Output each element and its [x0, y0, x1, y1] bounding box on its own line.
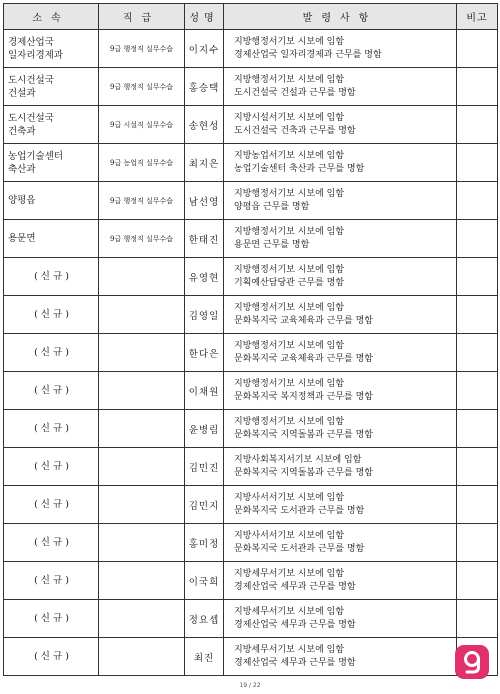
order-line: 지방행정서기보 시보에 임함: [234, 340, 345, 351]
header-note: 비고: [457, 4, 498, 30]
table-row: [4, 638, 498, 676]
dept-line: ( 신 규 ): [34, 271, 69, 282]
order-line: 지방행정서기보 시보에 임함: [234, 416, 345, 427]
table-row: [4, 30, 498, 68]
person-name-cell: 송현성: [185, 106, 224, 144]
person-name-cell: 이채원: [185, 372, 224, 410]
order-line: 지방행정서기보 시보에 임함: [234, 378, 345, 389]
dept-cell: [4, 68, 99, 106]
table-row: [4, 182, 498, 220]
grade-cell: [99, 372, 185, 410]
order-line: 지방사서서기보 시보에 임함: [234, 492, 345, 503]
note-cell: [457, 524, 498, 562]
dept-cell: [4, 258, 99, 296]
table-row: [4, 144, 498, 182]
header-order: 발령사항: [224, 4, 457, 30]
grade-cell: 9급 행정직 실무수습: [99, 30, 185, 68]
dept-line: ( 신 규 ): [34, 575, 69, 586]
person-name-cell: 김영일: [185, 296, 224, 334]
order-line: 문화복지국 복지정책과 근무를 명함: [234, 391, 373, 402]
order-line: 문화복지국 도서관과 근무를 명함: [234, 543, 365, 554]
order-cell: [224, 600, 457, 638]
note-cell: [457, 258, 498, 296]
order-line: 문화복지국 교육체육과 근무를 명함: [234, 315, 373, 326]
grade-cell: 9급 행정직 실무수습: [99, 182, 185, 220]
dept-cell: [4, 30, 99, 68]
table-header-row: [4, 4, 498, 30]
grade-cell: [99, 638, 185, 676]
dept-cell: [4, 562, 99, 600]
order-line: 지방행정서기보 시보에 임함: [234, 74, 345, 85]
note-cell: [457, 410, 498, 448]
dept-line: 용문면: [8, 233, 36, 244]
dept-line: ( 신 규 ): [34, 309, 69, 320]
order-cell: [224, 144, 457, 182]
table-row: [4, 410, 498, 448]
order-cell: [224, 106, 457, 144]
order-line: 문화복지국 지역돌봄과 근무를 명함: [234, 429, 373, 440]
order-cell: [224, 258, 457, 296]
table-row: [4, 220, 498, 258]
note-cell: [457, 30, 498, 68]
dept-line: ( 신 규 ): [34, 499, 69, 510]
dept-cell: [4, 410, 99, 448]
order-cell: [224, 638, 457, 676]
grade-cell: 9급 농업직 실무수습: [99, 144, 185, 182]
note-cell: [457, 486, 498, 524]
person-name-cell: 이지수: [185, 30, 224, 68]
dept-line: ( 신 규 ): [34, 385, 69, 396]
grade-cell: [99, 600, 185, 638]
order-line: 지방세무서기보 시보에 임함: [234, 568, 345, 579]
dept-cell: [4, 600, 99, 638]
header-grade: 직급: [99, 4, 185, 30]
order-line: 도시건설국 건설과 근무를 명함: [234, 87, 356, 98]
dept-line: ( 신 규 ): [34, 347, 69, 358]
order-line: 지방세무서기보 시보에 임함: [234, 606, 345, 617]
dept-cell: [4, 106, 99, 144]
person-name-cell: 남선영: [185, 182, 224, 220]
person-name-cell: 김민진: [185, 448, 224, 486]
dept-line: ( 신 규 ): [34, 537, 69, 548]
person-name-cell: 이국희: [185, 562, 224, 600]
order-cell: [224, 524, 457, 562]
order-line: 지방사서서기보 시보에 임함: [234, 530, 345, 541]
grade-cell: 9급 행정직 실무수습: [99, 220, 185, 258]
person-name-cell: 한다은: [185, 334, 224, 372]
dept-line: 축산과: [8, 163, 36, 175]
order-cell: [224, 220, 457, 258]
dept-line: 경제산업국: [8, 36, 54, 48]
order-line: 지방사회복지서기보 시보에 임함: [234, 454, 362, 465]
grade-cell: 9급 행정직 실무수습: [99, 68, 185, 106]
dept-cell: [4, 524, 99, 562]
table-row: [4, 562, 498, 600]
table-row: [4, 524, 498, 562]
dept-cell: [4, 220, 99, 258]
dept-cell: [4, 334, 99, 372]
hancom-viewer-logo-icon[interactable]: [455, 645, 489, 679]
table-row: [4, 68, 498, 106]
table-row: [4, 600, 498, 638]
order-line: 문화복지국 교육체육과 근무를 명함: [234, 353, 373, 364]
note-cell: [457, 334, 498, 372]
order-line: 지방행정서기보 시보에 임함: [234, 226, 345, 237]
order-line: 용문면 근무를 명함: [234, 239, 310, 250]
note-cell: [457, 448, 498, 486]
table-row: [4, 448, 498, 486]
person-name-cell: 홍미정: [185, 524, 224, 562]
person-name-cell: 유영현: [185, 258, 224, 296]
table-row: [4, 486, 498, 524]
order-line: 양평읍 근무를 명함: [234, 201, 310, 212]
note-cell: [457, 144, 498, 182]
dept-cell: [4, 486, 99, 524]
order-cell: [224, 448, 457, 486]
person-name-cell: 정요셉: [185, 600, 224, 638]
order-cell: [224, 372, 457, 410]
dept-cell: [4, 372, 99, 410]
person-name-cell: 홍승택: [185, 68, 224, 106]
header-name: 성명: [185, 4, 224, 30]
person-name-cell: 김민지: [185, 486, 224, 524]
order-line: 도시건설국 건축과 근무를 명함: [234, 125, 356, 136]
order-line: 농업기술센터 축산과 근무를 명함: [234, 163, 365, 174]
grade-cell: 9급 시설직 실무수습: [99, 106, 185, 144]
order-cell: [224, 182, 457, 220]
dept-line: 건설과: [8, 87, 36, 99]
order-line: 경제산업국 세무과 근무를 명함: [234, 619, 356, 630]
note-cell: [457, 68, 498, 106]
person-name-cell: 최진: [185, 638, 224, 676]
dept-line: 농업기술센터: [8, 150, 64, 162]
table-row: [4, 296, 498, 334]
dept-line: 도시건설국: [8, 112, 54, 124]
grade-cell: [99, 296, 185, 334]
table-row: [4, 334, 498, 372]
dept-line: ( 신 규 ): [34, 651, 69, 662]
dept-line: 양평읍: [8, 195, 36, 206]
note-cell: [457, 372, 498, 410]
personnel-order-table: [3, 3, 497, 676]
order-line: 경제산업국 일자리경제과 근무를 명함: [234, 49, 382, 60]
header-dept: 소속: [4, 4, 99, 30]
order-line: 지방농업서기보 시보에 임함: [234, 150, 345, 161]
dept-cell: [4, 638, 99, 676]
order-line: 기획예산담당관 근무를 명함: [234, 277, 345, 288]
order-line: 지방시설서기보 시보에 임함: [234, 112, 345, 123]
order-line: 문화복지국 도서관과 근무를 명함: [234, 505, 365, 516]
order-line: 지방행정서기보 시보에 임함: [234, 36, 345, 47]
dept-cell: [4, 296, 99, 334]
table-row: [4, 372, 498, 410]
dept-cell: [4, 182, 99, 220]
grade-cell: [99, 448, 185, 486]
note-cell: [457, 182, 498, 220]
dept-line: ( 신 규 ): [34, 461, 69, 472]
person-name-cell: 최지은: [185, 144, 224, 182]
dept-line: 일자리경제과: [8, 49, 64, 61]
order-cell: [224, 486, 457, 524]
order-cell: [224, 334, 457, 372]
note-cell: [457, 220, 498, 258]
grade-cell: [99, 410, 185, 448]
order-cell: [224, 30, 457, 68]
grade-cell: [99, 334, 185, 372]
order-line: 지방행정서기보 시보에 임함: [234, 264, 345, 275]
order-line: 지방행정서기보 시보에 임함: [234, 302, 345, 313]
order-line: 지방세무서기보 시보에 임함: [234, 644, 345, 655]
note-cell: [457, 562, 498, 600]
order-line: 지방행정서기보 시보에 임함: [234, 188, 345, 199]
dept-line: 건축과: [8, 125, 36, 137]
order-cell: [224, 410, 457, 448]
person-name-cell: 윤병림: [185, 410, 224, 448]
note-cell: [457, 296, 498, 334]
note-cell: [457, 106, 498, 144]
dept-cell: [4, 144, 99, 182]
dept-line: ( 신 규 ): [34, 423, 69, 434]
dept-cell: [4, 448, 99, 486]
person-name-cell: 한태진: [185, 220, 224, 258]
order-cell: [224, 562, 457, 600]
note-cell: [457, 600, 498, 638]
grade-cell: [99, 486, 185, 524]
order-line: 문화복지국 지역돌봄과 근무를 명함: [234, 467, 373, 478]
page-number: 19 / 22: [239, 682, 261, 689]
order-cell: [224, 68, 457, 106]
table-row: [4, 106, 498, 144]
table-row: [4, 258, 498, 296]
grade-cell: [99, 562, 185, 600]
dept-line: 도시건설국: [8, 74, 54, 86]
order-cell: [224, 296, 457, 334]
order-line: 경제산업국 세무과 근무를 명함: [234, 657, 356, 668]
grade-cell: [99, 524, 185, 562]
dept-line: ( 신 규 ): [34, 613, 69, 624]
grade-cell: [99, 258, 185, 296]
order-line: 경제산업국 세무과 근무를 명함: [234, 581, 356, 592]
